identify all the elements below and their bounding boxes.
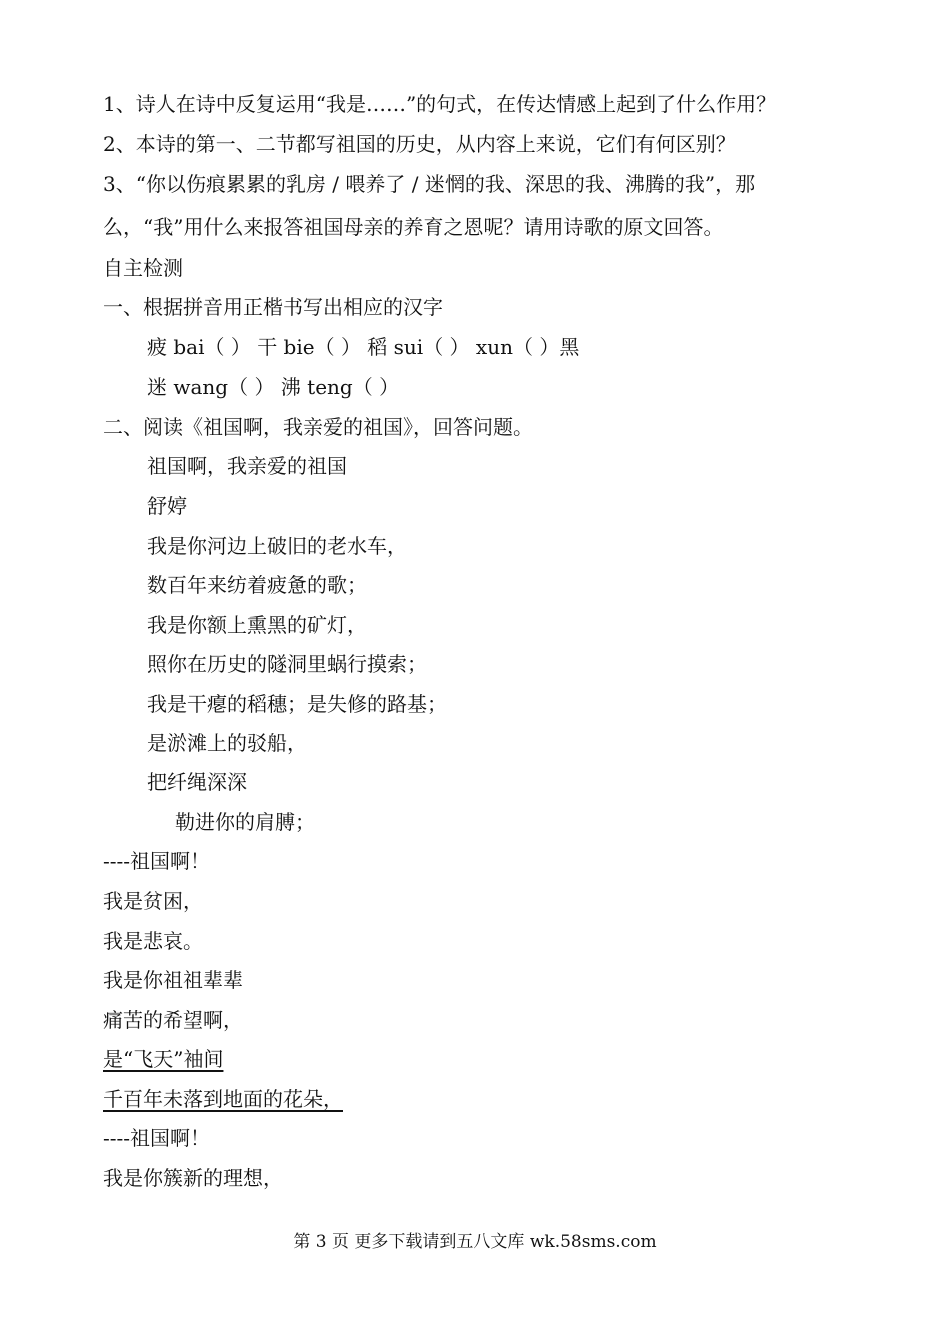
part-1-title: 一、根据拼音用正楷书写出相应的汉字 — [103, 295, 443, 319]
poem-line: 我是你簇新的理想， — [103, 1166, 283, 1190]
poem-author: 舒婷 — [147, 494, 187, 518]
poem-line: 数百年来纺着疲惫的歌； — [147, 573, 367, 597]
poem-line: ----祖国啊！ — [103, 849, 211, 873]
poem-line-underlined: 千百年未落到地面的花朵， — [103, 1087, 343, 1111]
poem-line-underlined: 是“飞天”袖间 — [103, 1047, 224, 1071]
poem-line: 照你在历史的隧洞里蜗行摸索； — [147, 652, 427, 676]
pinyin-line-1: 疲 bai（ ） 干 bie（ ） 稻 sui（ ） xun（ ）黑 — [147, 335, 580, 359]
poem-line: 把纤绳深深 — [147, 770, 247, 794]
pinyin-line-2: 迷 wang（ ） 沸 teng（ ） — [147, 375, 400, 399]
poem-line: 痛苦的希望啊， — [103, 1008, 243, 1032]
poem-title: 祖国啊，我亲爱的祖国 — [147, 454, 347, 478]
poem-line: 我是你祖祖辈辈 — [103, 968, 243, 992]
poem-line: ----祖国啊！ — [103, 1126, 211, 1150]
question-3-part-1: 3、“你以伤痕累累的乳房 / 喂养了 / 迷惘的我、深思的我、沸腾的我”，那 — [103, 172, 756, 196]
poem-line: 我是贫困， — [103, 889, 203, 913]
poem-line: 我是干瘪的稻穗；是失修的路基； — [147, 692, 447, 716]
question-1: 1、诗人在诗中反复运用“我是……”的句式，在传达情感上起到了什么作用？ — [103, 92, 777, 116]
page-footer: 第 3 页 更多下载请到五八文库 wk.58sms.com — [293, 1232, 657, 1252]
poem-line: 我是你额上熏黑的矿灯， — [147, 613, 367, 637]
poem-line: 我是悲哀。 — [103, 929, 203, 953]
part-2-title: 二、阅读《祖国啊，我亲爱的祖国》，回答问题。 — [103, 415, 533, 439]
poem-line-indented: 勒进你的肩膊； — [175, 810, 315, 834]
self-test-heading: 自主检测 — [103, 256, 183, 280]
question-2: 2、本诗的第一、二节都写祖国的历史，从内容上来说，它们有何区别？ — [103, 132, 736, 156]
question-3-part-2: 么，“我”用什么来报答祖国母亲的养育之恩呢？请用诗歌的原文回答。 — [103, 215, 724, 239]
poem-line: 是淤滩上的驳船， — [147, 731, 307, 755]
poem-line: 我是你河边上破旧的老水车， — [147, 534, 407, 558]
